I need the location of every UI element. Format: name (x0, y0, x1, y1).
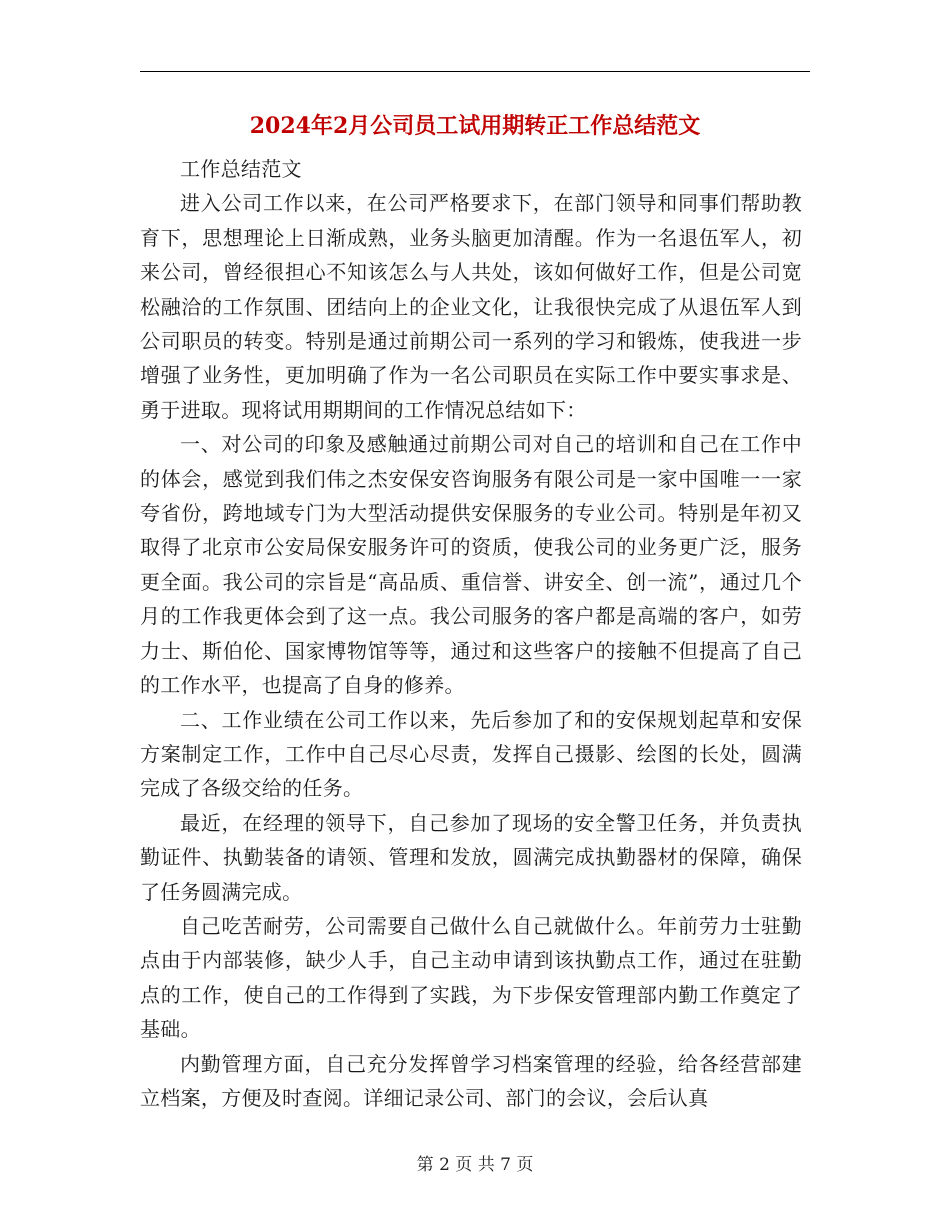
document-title: 2024年2月公司员工试用期转正工作总结范文 (249, 113, 701, 139)
document-body (140, 152, 802, 1115)
paragraph-company-impression: 一、对公司的印象及感触通过前期公司对自己的培训和自己在工作中的体会，感觉到我们伟之杰安保安咨询服务有限公司是一家中国唯一一家夸省份，跨地域专门为大型活动提供安保服务的专业公司。特别是年初又取得了北京市公安局保安服务许可的资质，使我公司的业务更广泛，服务更全面。我公司的宗旨是“高品质、重信誉、讲安全、创一流”，通过几个月的工作我更体会到了这一点。我公司服务的客户都是高端的客户，如劳力士、斯伯伦、国家博物馆等等，通过和这些客户的接触不但提高了自己的工作水平，也提高了自身的修养。 (140, 432, 802, 698)
paragraph-intro: 进入公司工作以来，在公司严格要求下，在部门领导和同事们帮助教育下，思想理论上日渐成熟，业务头脑更加清醒。作为一名退伍军人，初来公司，曾经很担心不知该怎么与人共处，该如何做好工作，但是公司宽松融洽的工作氛围、团结向上的企业文化，让我很快完成了从退伍军人到公司职员的转变。特别是通过前期公司一系列的学习和锻炼，使我进一步增强了业务性，更加明确了作为一名公司职员在实际工作中要实事求是、勇于进取。现将试用期期间的工作情况总结如下： (140, 191, 802, 422)
paragraph-recent-task: 最近，在经理的领导下，自己参加了现场的安全警卫任务，并负责执勤证件、执勤装备的请领、管理和发放，圆满完成执勤器材的保障，确保了任务圆满完成。 (140, 810, 802, 904)
page-number: 第 2 页 共 7 页 (416, 1155, 534, 1175)
paragraph-work-results: 二、工作业绩在公司工作以来，先后参加了和的安保规划起草和安保方案制定工作，工作中自己尽心尽责，发挥自己摄影、绘图的长处，圆满完成了各级交给的任务。 (140, 707, 802, 801)
page-footer (0, 1153, 950, 1177)
paragraph-subtitle: 工作总结范文 (180, 157, 302, 181)
paragraph-hard-work: 自己吃苦耐劳，公司需要自己做什么自己就做什么。年前劳力士驻勤点由于内部装修，缺少人手，自己主动申请到该执勤点工作，通过在驻勤点的工作，使自己的工作得到了实践，为下步保安管理部内勤工作奠定了基础。 (140, 913, 802, 1042)
paragraph-office-management: 内勤管理方面，自己充分发挥曾学习档案管理的经验，给各经营部建立档案，方便及时查阅。详细记录公司、部门的会议，会后认真 (140, 1051, 802, 1110)
header-rule (140, 71, 810, 72)
